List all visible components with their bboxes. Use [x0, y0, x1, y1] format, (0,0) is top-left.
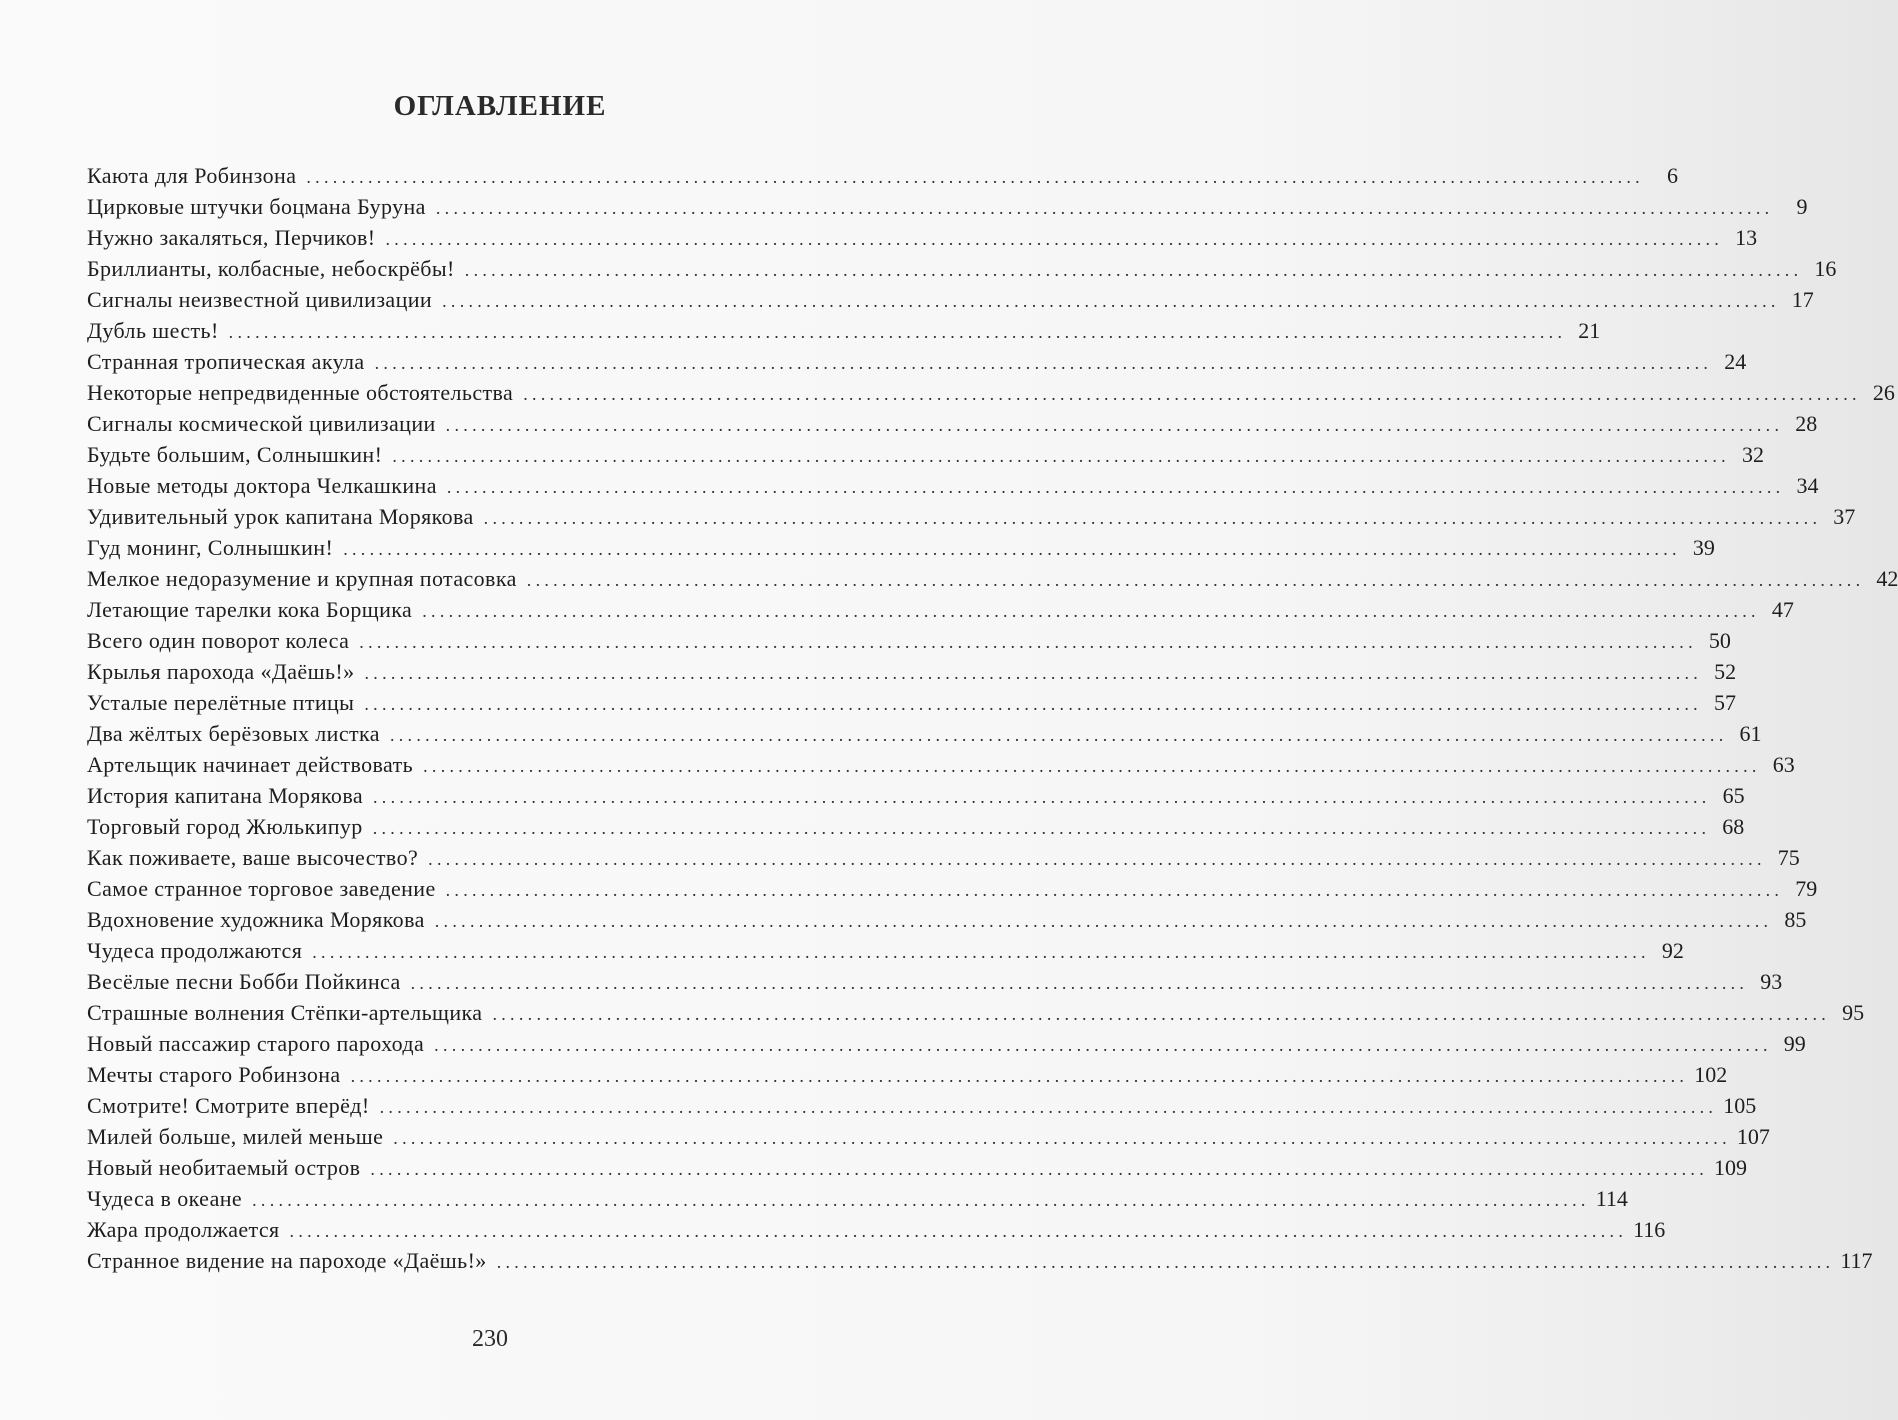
toc-entry	[87, 873, 1818, 904]
toc-dot-leader: ........................................................................................................................................................	[350, 1066, 1689, 1086]
toc-dot-leader: ........................................................................................................................................................	[423, 756, 1761, 776]
toc-entry	[87, 842, 1800, 873]
toc-entry-page: 50	[1708, 628, 1731, 653]
toc-entry-page: 47	[1771, 597, 1794, 622]
toc-entry-title: Удивительный урок капитана Морякова	[87, 504, 474, 529]
toc-entry-title: Вдохновение художника Морякова	[87, 907, 425, 932]
toc-entry-title: Мелкое недоразумение и крупная потасовка	[87, 566, 517, 591]
toc-dot-leader: ........................................................................................................................................................	[483, 508, 1822, 528]
toc-entry-title: Страшные волнения Стёпки-артельщика	[87, 1000, 483, 1025]
toc-entry-page: 102	[1694, 1062, 1728, 1087]
toc-entry-title: Крылья парохода «Даёшь!»	[87, 659, 355, 684]
toc-entry	[87, 315, 1601, 346]
toc-entry	[87, 718, 1762, 749]
toc-dot-leader: ........................................................................................................................................................	[422, 601, 1760, 621]
toc-dot-leader: ........................................................................................................................................................	[228, 322, 1567, 342]
page-number: 230	[472, 1326, 508, 1352]
toc-entry	[87, 160, 1678, 191]
toc-entry	[87, 687, 1736, 718]
toc-entry-page: 107	[1736, 1124, 1770, 1149]
toc-entry-page: 37	[1833, 504, 1856, 529]
toc-entry-title: Сигналы неизвестной цивилизации	[87, 287, 433, 312]
toc-entry	[87, 625, 1731, 656]
toc-dot-leader: ........................................................................................................................................................	[434, 1035, 1772, 1055]
toc-dot-leader: ........................................................................................................................................................	[496, 1252, 1835, 1272]
toc-dot-leader: ........................................................................................................................................................	[343, 539, 1681, 559]
toc-entry	[87, 377, 1895, 408]
toc-entry-title: Жара продолжается	[87, 1217, 280, 1242]
toc-entry-title: Гуд монинг, Солнышкин!	[87, 535, 334, 560]
toc-entry-page: 99	[1783, 1031, 1806, 1056]
toc-entry-title: Как поживаете, ваше высочество?	[87, 845, 419, 870]
toc-entry	[87, 935, 1684, 966]
toc-entry	[87, 191, 1808, 222]
toc-entry-title: Самое странное торговое заведение	[87, 876, 436, 901]
toc-entry-title: Усталые перелётные птицы	[87, 690, 355, 715]
toc-dot-leader: ........................................................................................................................................................	[523, 384, 1861, 404]
toc-entry-title: Два жёлтых берёзовых листка	[87, 721, 380, 746]
toc-dot-leader: ........................................................................................................................................................	[464, 260, 1803, 280]
toc-dot-leader: ........................................................................................................................................................	[410, 973, 1749, 993]
toc-entry	[87, 749, 1795, 780]
toc-dot-leader: ........................................................................................................................................................	[434, 911, 1773, 931]
toc-dot-leader: ........................................................................................................................................................	[428, 849, 1766, 869]
toc-entry-title: Чудеса в океане	[87, 1186, 243, 1211]
toc-entry	[87, 532, 1715, 563]
toc-dot-leader: ........................................................................................................................................................	[306, 167, 1644, 187]
toc-entry-page: 26	[1872, 380, 1895, 405]
toc-entry-title: Сигналы космической цивилизации	[87, 411, 436, 436]
toc-dot-leader: ........................................................................................................................................................	[364, 694, 1702, 714]
toc-entry-page: 13	[1735, 225, 1758, 250]
toc-entry-page: 28	[1795, 411, 1818, 436]
toc-entry-title: Нужно закаляться, Перчиков!	[87, 225, 376, 250]
toc-dot-leader: ........................................................................................................................................................	[372, 818, 1711, 838]
toc-entry	[87, 439, 1764, 470]
toc-entry-page: 79	[1795, 876, 1818, 901]
toc-entry	[87, 1214, 1666, 1245]
toc-entry-page: 93	[1760, 969, 1783, 994]
toc-entry-page: 109	[1714, 1155, 1748, 1180]
toc-dot-leader: ........................................................................................................................................................	[445, 415, 1784, 435]
toc-entry-page: 68	[1722, 814, 1745, 839]
toc-entry	[87, 1245, 1873, 1276]
toc-entry-page: 52	[1714, 659, 1737, 684]
toc-dot-leader: ........................................................................................................................................................	[252, 1190, 1590, 1210]
toc-entry	[87, 1183, 1628, 1214]
toc-dot-leader: ........................................................................................................................................................	[445, 880, 1784, 900]
toc-dot-leader: ........................................................................................................................................................	[379, 1097, 1718, 1117]
toc-entry	[87, 1059, 1728, 1090]
toc-entry-title: Каюта для Робинзона	[87, 163, 297, 188]
toc-entry-page: 114	[1595, 1186, 1628, 1211]
toc-entry-page: 75	[1777, 845, 1800, 870]
toc-entry-page: 116	[1633, 1217, 1666, 1242]
toc-entry	[87, 284, 1814, 315]
toc-entry-title: Будьте большим, Солнышкин!	[87, 442, 383, 467]
toc-entry-title: История капитана Морякова	[87, 783, 363, 808]
toc-entry	[87, 780, 1745, 811]
toc-entry	[87, 1028, 1806, 1059]
toc-entry-title: Чудеса продолжаются	[87, 938, 303, 963]
toc-entry	[87, 811, 1745, 842]
toc-dot-leader: ........................................................................................................................................................	[393, 1128, 1731, 1148]
toc-entry-page: 117	[1840, 1248, 1873, 1273]
toc-dot-leader: ........................................................................................................................................................	[373, 787, 1711, 807]
toc-dot-leader: ........................................................................................................................................................	[392, 446, 1730, 466]
toc-entry-title: Дубль шесть!	[87, 318, 219, 343]
toc-entry-page: 95	[1842, 1000, 1865, 1025]
toc-entry-title: Весёлые песни Бобби Пойкинса	[87, 969, 401, 994]
toc-entry-page: 34	[1796, 473, 1819, 498]
toc-dot-leader: ........................................................................................................................................................	[389, 725, 1728, 745]
toc-entry	[87, 408, 1818, 439]
toc-entry	[87, 222, 1758, 253]
toc-entry-page: 17	[1791, 287, 1814, 312]
toc-entry-title: Странная тропическая акула	[87, 349, 365, 374]
toc-entry	[87, 501, 1856, 532]
toc-entry	[87, 563, 1898, 594]
toc-entry-page: 42	[1876, 566, 1898, 591]
toc-entry-page: 65	[1722, 783, 1745, 808]
toc-entry	[87, 997, 1865, 1028]
toc-entry	[87, 1090, 1757, 1121]
toc-entry-title: Бриллианты, колбасные, небоскрёбы!	[87, 256, 455, 281]
toc-dot-leader: ........................................................................................................................................................	[289, 1221, 1628, 1241]
toc-entry-page: 32	[1741, 442, 1764, 467]
toc-entry-page: 63	[1772, 752, 1795, 777]
toc-entry-title: Цирковые штучки боцмана Буруна	[87, 194, 426, 219]
toc-entry-title: Странное видение на пароходе «Даёшь!»	[87, 1248, 487, 1273]
toc-entry-title: Торговый город Жюлькипур	[87, 814, 363, 839]
toc-dot-leader: ........................................................................................................................................................	[374, 353, 1713, 373]
toc-entry-page: 61	[1739, 721, 1762, 746]
toc-entry-page: 24	[1724, 349, 1747, 374]
toc-entry	[87, 1121, 1770, 1152]
toc-entry-page: 39	[1692, 535, 1715, 560]
toc-entry	[87, 470, 1819, 501]
toc-entry-page: 16	[1814, 256, 1837, 281]
toc-entry-title: Новый необитаемый остров	[87, 1155, 361, 1180]
toc-entry-page: 92	[1661, 938, 1684, 963]
toc-entry-title: Новый пассажир старого парохода	[87, 1031, 425, 1056]
toc-entry	[87, 346, 1747, 377]
toc-dot-leader: ........................................................................................................................................................	[370, 1159, 1709, 1179]
toc-entry	[87, 656, 1737, 687]
toc-dot-leader: ........................................................................................................................................................	[442, 291, 1780, 311]
toc-entry-title: Артельщик начинает действовать	[87, 752, 414, 777]
toc-entry-page: 6	[1666, 163, 1678, 188]
toc-dot-leader: ........................................................................................................................................................	[364, 663, 1703, 683]
toc-entry-title: Летающие тарелки кока Борщика	[87, 597, 413, 622]
toc-entry-page: 57	[1713, 690, 1736, 715]
toc-entry-title: Новые методы доктора Челкашкина	[87, 473, 437, 498]
toc-dot-leader: ........................................................................................................................................................	[312, 942, 1650, 962]
toc-dot-leader: ........................................................................................................................................................	[435, 198, 1774, 218]
toc-entry-page: 21	[1578, 318, 1601, 343]
toc-dot-leader: ........................................................................................................................................................	[359, 632, 1697, 652]
toc-entry-page: 85	[1784, 907, 1807, 932]
toc-entry-page: 9	[1796, 194, 1808, 219]
toc-entry-title: Смотрите! Смотрите вперёд!	[87, 1093, 370, 1118]
toc-dot-leader: ........................................................................................................................................................	[446, 477, 1785, 497]
toc-entry-title: Мечты старого Робинзона	[87, 1062, 341, 1087]
toc-dot-leader: ........................................................................................................................................................	[526, 570, 1865, 590]
toc-entry	[87, 904, 1807, 935]
toc-entry	[87, 253, 1837, 284]
toc-heading: ОГЛАВЛЕНИЕ	[393, 90, 607, 122]
toc-list	[87, 160, 1898, 1276]
toc-entry	[87, 1152, 1748, 1183]
toc-entry-title: Всего один поворот колеса	[87, 628, 350, 653]
toc-entry	[87, 966, 1783, 997]
toc-entry	[87, 594, 1794, 625]
toc-dot-leader: ........................................................................................................................................................	[492, 1004, 1831, 1024]
toc-entry-page: 105	[1723, 1093, 1757, 1118]
toc-dot-leader: ........................................................................................................................................................	[385, 229, 1724, 249]
toc-entry-title: Милей больше, милей меньше	[87, 1124, 384, 1149]
toc-entry-title: Некоторые непредвиденные обстоятельства	[87, 380, 514, 405]
